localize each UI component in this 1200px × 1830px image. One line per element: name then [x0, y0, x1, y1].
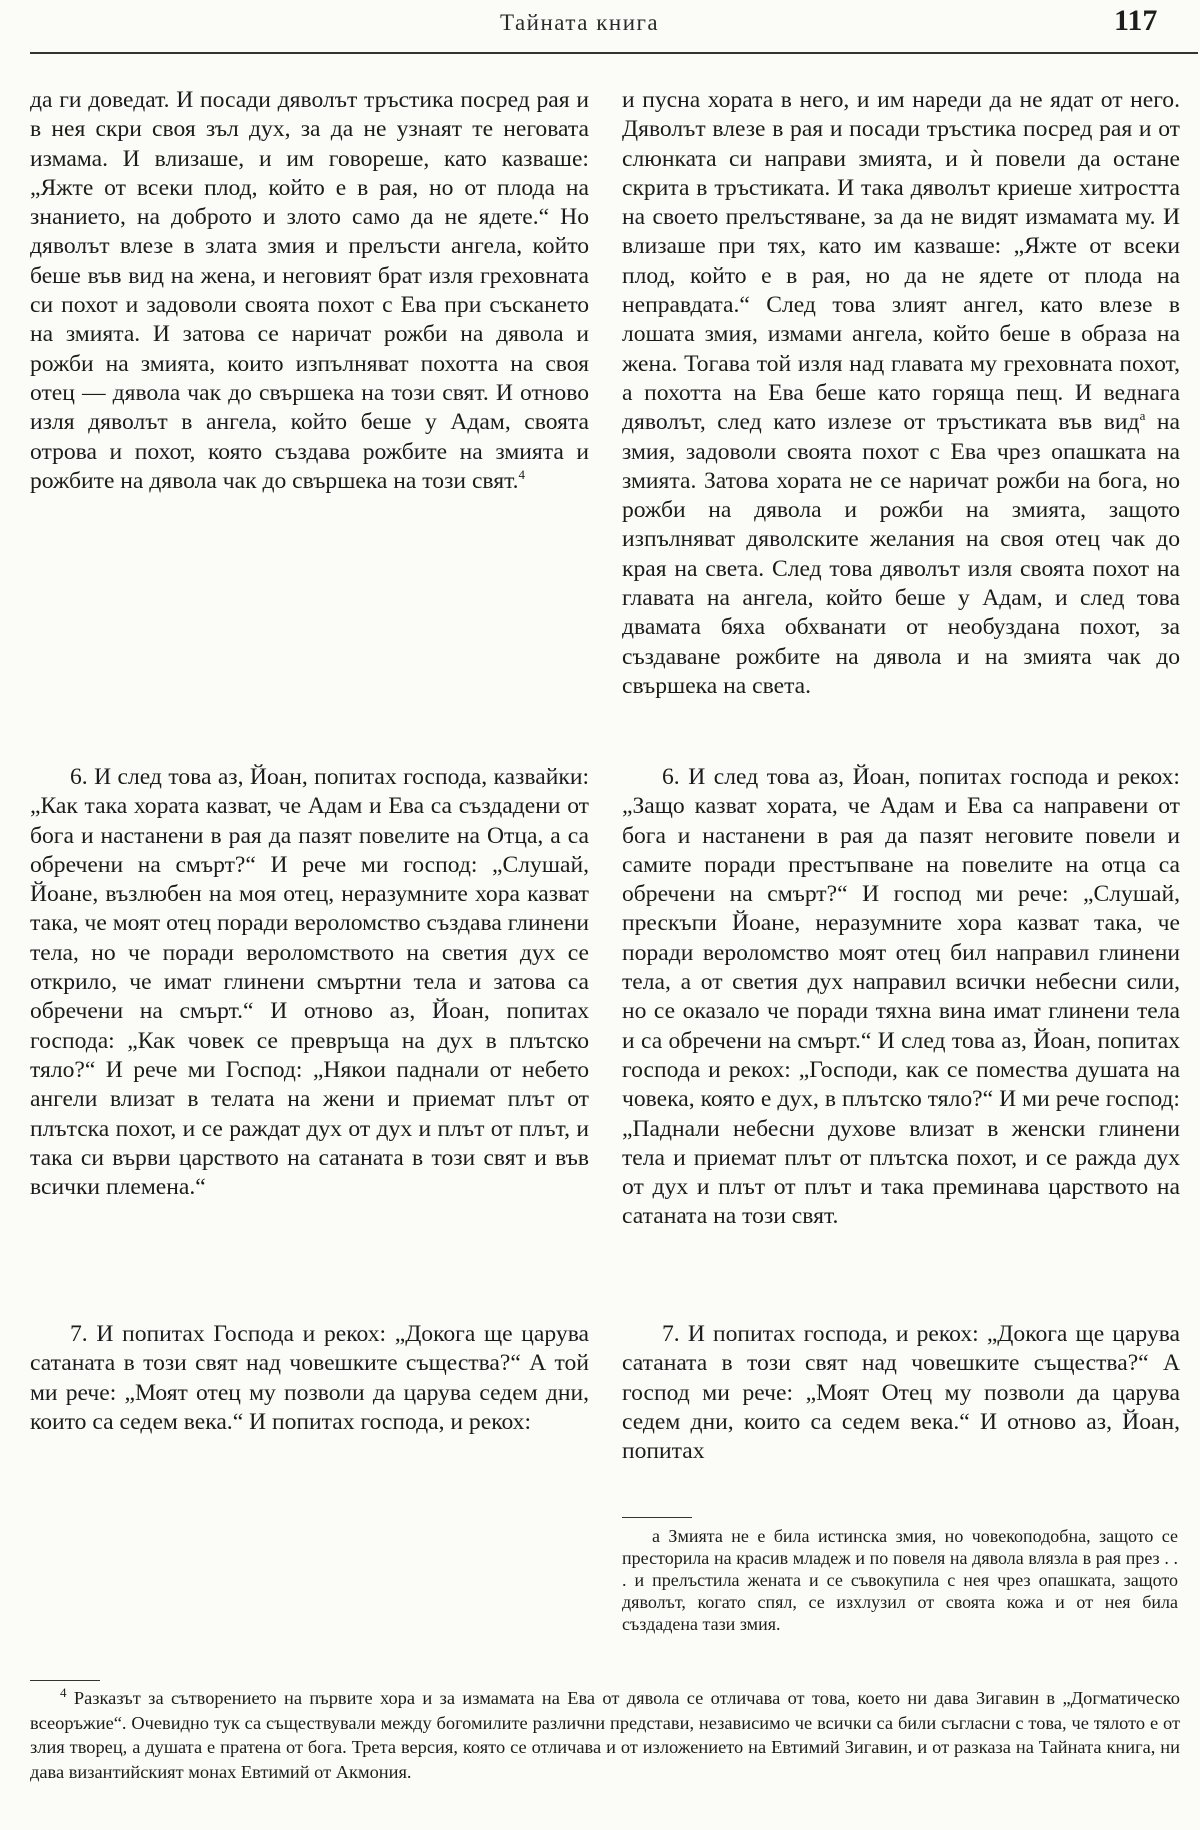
right-paragraph-text-b: на змия, задоволи своята похот с Ева чрез опашката на змията. Затова хората не се наричат рожби на бога, но рожби на дявола и рожби на змията, защото изпълняват дяволските желания на своя отец чак до края на света. След това дяволът изля своята похот на главата на ангела, който беше у Адам, и след това двамата бяха обхванати от необуздана похот, за създаване рожбите на дявола и на змията чак до свършека на света.	[622, 409, 1180, 699]
footnote-ref-a: а	[1139, 408, 1146, 424]
footnote-a-marker: а	[652, 1526, 660, 1546]
left-paragraph-7: 7. И попитах Господа и рекох: „Докога ще царува сатаната в този свят над човешките същества?“ А той ми рече: „Моят отец му позволи да царува седем дни, които са седем века.“ И попитах господа, и рекох:	[30, 1321, 589, 1435]
right-paragraph-6: 6. И след това аз, Йоан, попитах господа и рекох: „Защо казват хората, че Адам и Ева са направени от бога и настанени в рая да пазят неговите повели и самите поради престъпване на повелите на отца са обречени на смърт?“ И господ ми рече: „Слушай, прескъпи Йоане, неразумните хора казват така, че поради вероломство моят отец бил направил глинени тела, а от светия дух направил всички небесни сили, но се оказало че поради тяхна вина имат глинени тела и са обречени на смърт.“ И след това аз, Йоан, попитах господа и рекох: „Господи, как се помества душата на човека, която е дух, в плътско тяло?“ И ми рече господ: „Паднали небесни духове влизат в женски глинени тела и приемат плът от плътска похот, и се ражда дух от дух и плът от плът и така преминава царството на сатаната на този свят.	[622, 764, 1180, 1230]
header-rule	[30, 52, 1198, 54]
footnote-4-rule	[30, 1680, 100, 1681]
footnote-4-text: Разказът за сътворението на първите хора и за измамата на Ева от дявола се отличава от това, което ни дава Зигавин в „Догматическо всеоръжие“. Очевидно тук са съществували между богомилите различни представи, независимо че всички са били съгласни с това, че тялото е от злия творец, а душата е пратена от бога. Трета версия, която се отличава и от изложението на Евтимий Зигавин, и от разказа на Тайната книга, ни дава византийският монах Евтимий от Акмония.	[30, 1688, 1180, 1782]
right-paragraph-continued	[622, 86, 1180, 701]
left-paragraph-text: да ги доведат. И посади дяволът тръстика посред рая и в нея скри своя зъл дух, за да не узнаят те неговата измама. И влизаше, и им говореше, като казваше: „Яжте от всеки плод, който е в рая, но от плода на знанието, на доброто и злото само да не ядете.“ Но дяволът влезе в злата змия и прелъсти ангела, който беше във вид на жена, и неговият брат изля греховната си похот и задоволи своята похот с Ева при съскането на змията. И затова се наричат рожби на дявола и рожби на змията, които изпълняват похотта на своя отец — дявола чак до свършека на този свят. И отново изля дяволът в ангела, който беше у Адам, своята отрова и похот, която създава рожбите на змията и рожбите на дявола чак до свършека на този свят.	[30, 87, 589, 494]
left-paragraph-6: 6. И след това аз, Йоан, попитах господа, казвайки: „Как така хората казват, че Адам и Ева са създадени от бога и настанени в рая да пазят повелите на Отца, а са обречени на смърт?“ И рече ми господ: „Слушай, Йоане, възлюбен на моя отец, неразумните хора казват така, че моят отец поради вероломство създава глинени тела, но че поради вероломството на светия дух се открило, че имат глинени смъртни тела и затова са обречени на смърт.“ И отново аз, Йоан, попитах господа: „Как човек се превръща на дух в плътско тяло?“ И рече ми Господ: „Някои паднали от небето ангели влизат в телата на жени и приемат плът от плътска похот, и се раждат дух от дух и плът от плът, и така си върви царството на сатаната в този свят и във всички племена.“	[30, 764, 589, 1201]
page-number: 117	[1114, 4, 1158, 37]
right-paragraph-7: 7. И попитах господа, и рекох: „Докога ще царува сатаната в този свят над човешките същества?“ А господ ми рече: „Моят Отец му позволи да царува седем дни, които са седем века.“ И отново аз, Йоан, попитах	[622, 1321, 1180, 1465]
left-paragraph-continued	[30, 86, 589, 496]
running-title: Тайната книга	[500, 10, 660, 35]
footnote-a-rule	[622, 1517, 692, 1518]
footnote-4-marker: 4	[60, 1684, 67, 1700]
footnote-ref-4: 4	[518, 467, 526, 482]
right-paragraph-text-a: и пусна хората в него, и им нареди да не ядат от него. Дяволът влезе в рая и посади тръстика посред рая и от слюнката си направи змията, и ѝ повели да остане скрита в тръстиката. И така дяволът криеше хитростта на своето прелъстяване, за да не видят измамата му. И влизаше при тях, като им казваше: „Яжте от всеки плод, който е в рая, но да не ядете от плода на неправдата.“ След това злият ангел, като влезе в лошата змия, измами ангела, който беше в образа на жена. Тогава той изля над главата му греховната похот, а похотта на Ева беше като горяща пещ. И веднага дяволът, след като излезе от тръстиката във вид	[622, 87, 1180, 436]
footnote-a	[622, 1525, 1178, 1635]
footnote-4	[30, 1686, 1180, 1784]
footnote-a-text: Змията не е била истинска змия, но човекоподобна, защото се престорила на красив младеж и по повеля на дявола влязла в рая през . . . и прелъстила жената и се съвокупила с нея чрез опашката, защото дяволът, когато спял, се изхлузил от своята кожа и от нея била създадена тази змия.	[622, 1526, 1178, 1634]
